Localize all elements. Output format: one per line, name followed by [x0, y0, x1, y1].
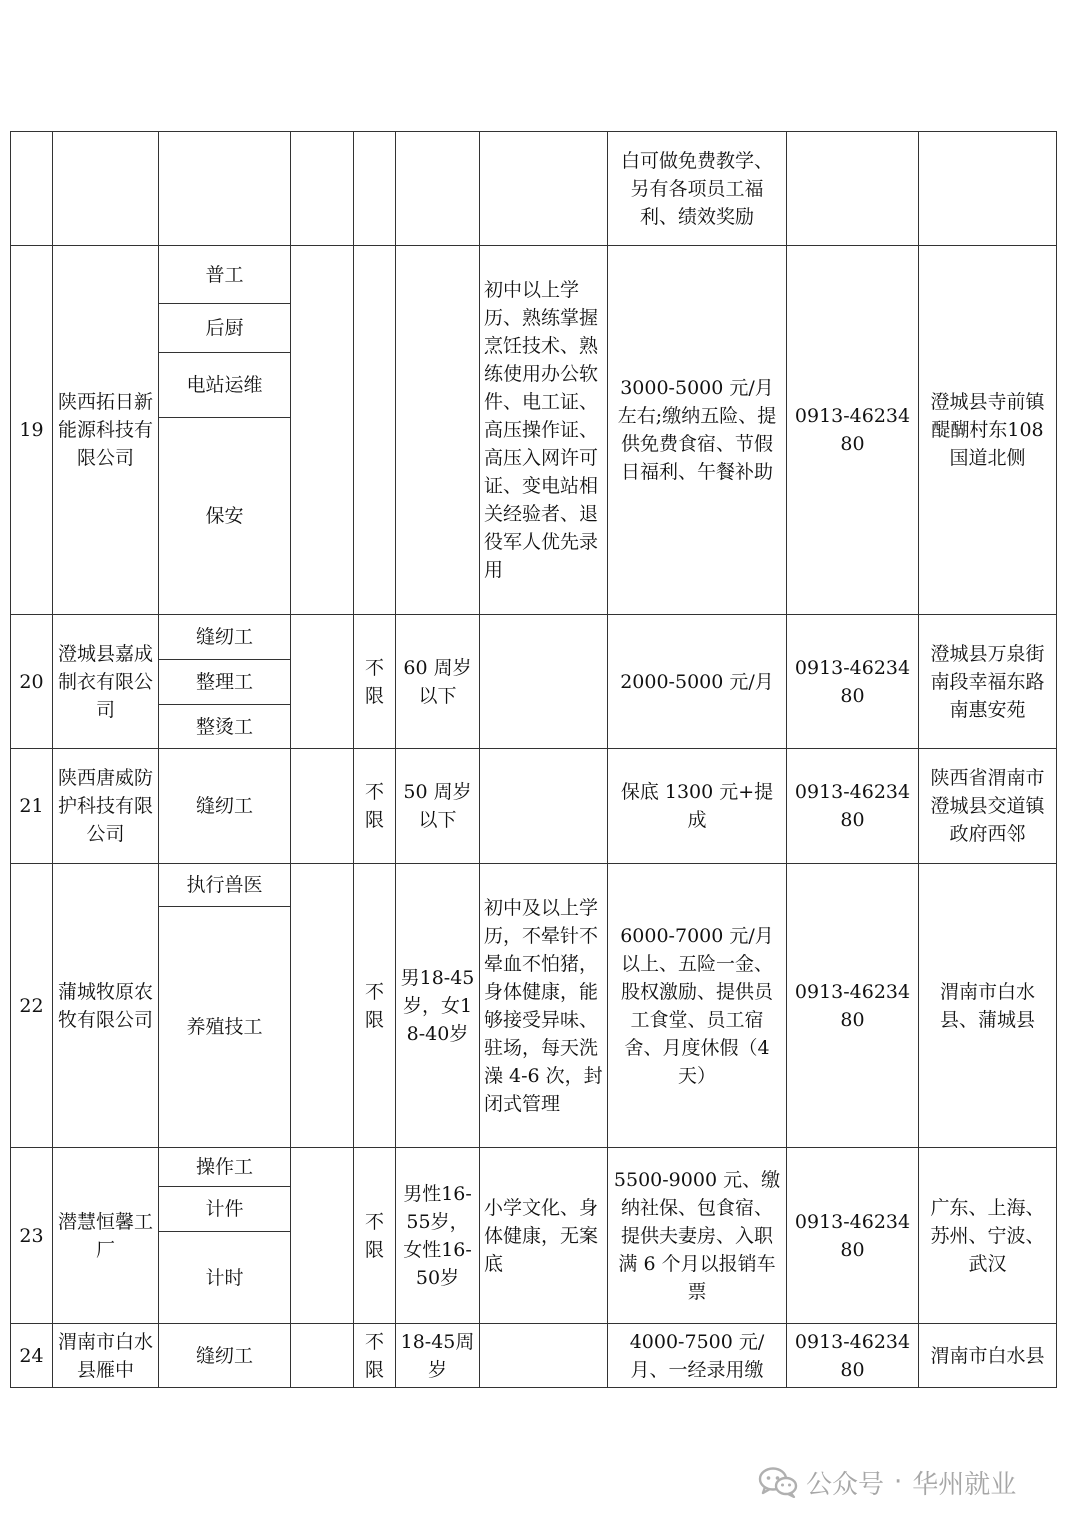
table-row [11, 1324, 1057, 1388]
requirements-cell [480, 1324, 608, 1388]
headcount-cell [291, 1148, 354, 1324]
address-cell [919, 132, 1057, 246]
salary-cell: 5500-9000 元、缴纳社保、包食宿、提供夫妻房、入职满 6 个月以报销车票 [608, 1148, 787, 1324]
age-cell: 60 周岁以下 [396, 615, 480, 749]
company-cell: 陕西拓日新能源科技有限公司 [53, 246, 159, 615]
job-title-cell [159, 132, 291, 246]
address-cell: 渭南市白水县 [919, 1324, 1057, 1388]
company-cell [53, 132, 159, 246]
requirements-cell: 初中以上学历、熟练掌握烹饪技术、熟练使用办公软件、电工证、高压操作证、高压入网许可证、变电站相关经验者、退役军人优先录用 [480, 246, 608, 615]
job-title-cell: 整理工 [159, 660, 291, 705]
age-cell: 18-45周岁 [396, 1324, 480, 1388]
salary-cell: 保底 1300 元+提成 [608, 749, 787, 864]
headcount-cell [291, 1324, 354, 1388]
company-cell: 陕西唐威防护科技有限公司 [53, 749, 159, 864]
phone-cell [787, 132, 919, 246]
gender-cell: 不限 [354, 615, 396, 749]
requirements-cell [480, 749, 608, 864]
address-cell: 陕西省渭南市澄城县交道镇政府西邻 [919, 749, 1057, 864]
age-cell: 50 周岁以下 [396, 749, 480, 864]
watermark-account-name: 华州就业 [912, 1469, 1017, 1500]
salary-cell: 3000-5000 元/月左右;缴纳五险、提供免费食宿、节假日福利、午餐补助 [608, 246, 787, 615]
table-row [11, 864, 1057, 907]
table-row [11, 749, 1057, 864]
headcount-cell [291, 749, 354, 864]
salary-cell: 2000-5000 元/月 [608, 615, 787, 749]
headcount-cell [291, 615, 354, 749]
requirements-cell: 小学文化、身体健康，无案底 [480, 1148, 608, 1324]
gender-cell [354, 132, 396, 246]
row-number-cell: 20 [11, 615, 53, 749]
job-title-cell: 计时 [159, 1232, 291, 1324]
row-number-cell: 19 [11, 246, 53, 615]
job-title-cell: 养殖技工 [159, 907, 291, 1148]
table-row [11, 615, 1057, 660]
row-number-cell: 21 [11, 749, 53, 864]
salary-cell: 6000-7000 元/月以上、五险一金、股权激励、提供员工食堂、员工宿舍、月度休假（4 天） [608, 864, 787, 1148]
requirements-cell [480, 615, 608, 749]
job-title-cell: 普工 [159, 246, 291, 304]
job-title-cell: 电站运维 [159, 353, 291, 418]
company-cell: 渭南市白水县雁中 [53, 1324, 159, 1388]
job-title-cell: 操作工 [159, 1148, 291, 1187]
table-row [11, 1148, 1057, 1187]
job-title-cell: 执行兽医 [159, 864, 291, 907]
requirements-cell [480, 132, 608, 246]
table-row [11, 246, 1057, 304]
wechat-watermark [758, 1462, 1016, 1502]
age-cell [396, 246, 480, 615]
job-title-cell: 缝纫工 [159, 615, 291, 660]
age-cell [396, 132, 480, 246]
phone-cell: 0913-4623480 [787, 615, 919, 749]
phone-cell: 0913-4623480 [787, 864, 919, 1148]
age-cell: 男18-45岁，女18-40岁 [396, 864, 480, 1148]
job-title-cell: 后厨 [159, 304, 291, 353]
gender-cell: 不限 [354, 864, 396, 1148]
row-number-cell [11, 132, 53, 246]
age-cell: 男性16-55岁，女性16-50岁 [396, 1148, 480, 1324]
job-title-cell: 整烫工 [159, 705, 291, 749]
gender-cell: 不限 [354, 1324, 396, 1388]
job-title-cell: 计件 [159, 1187, 291, 1232]
address-cell: 澄城县寺前镇醍醐村东108 国道北侧 [919, 246, 1057, 615]
job-table [10, 131, 1057, 1388]
gender-cell [354, 246, 396, 615]
row-number-cell: 23 [11, 1148, 53, 1324]
phone-cell: 0913-4623480 [787, 246, 919, 615]
job-title-cell: 缝纫工 [159, 749, 291, 864]
address-cell: 广东、上海、苏州、宁波、武汉 [919, 1148, 1057, 1324]
gender-cell: 不限 [354, 1148, 396, 1324]
salary-cell: 4000-7500 元/月、一经录用缴 [608, 1324, 787, 1388]
salary-cell: 白可做免费教学、另有各项员工福利、绩效奖励 [608, 132, 787, 246]
gender-cell: 不限 [354, 749, 396, 864]
headcount-cell [291, 132, 354, 246]
wechat-icon [758, 1466, 798, 1498]
phone-cell: 0913-4623480 [787, 1148, 919, 1324]
headcount-cell [291, 864, 354, 1148]
company-cell: 澄城县嘉成制衣有限公司 [53, 615, 159, 749]
address-cell: 澄城县万泉街南段幸福东路南惠安苑 [919, 615, 1057, 749]
watermark-separator: · [894, 1467, 903, 1497]
row-number-cell: 22 [11, 864, 53, 1148]
headcount-cell [291, 246, 354, 615]
requirements-cell: 初中及以上学历，不晕针不晕血不怕猪，身体健康，能够接受异味、驻场，每天洗澡 4-6 次，封闭式管理 [480, 864, 608, 1148]
phone-cell: 0913-4623480 [787, 1324, 919, 1388]
row-number-cell: 24 [11, 1324, 53, 1388]
job-title-cell: 缝纫工 [159, 1324, 291, 1388]
phone-cell: 0913-4623480 [787, 749, 919, 864]
address-cell: 渭南市白水县、蒲城县 [919, 864, 1057, 1148]
table-row [11, 132, 1057, 246]
company-cell: 蒲城牧原农牧有限公司 [53, 864, 159, 1148]
watermark-label: 公众号 [806, 1469, 885, 1500]
job-title-cell: 保安 [159, 418, 291, 615]
company-cell: 潜慧恒馨工厂 [53, 1148, 159, 1324]
